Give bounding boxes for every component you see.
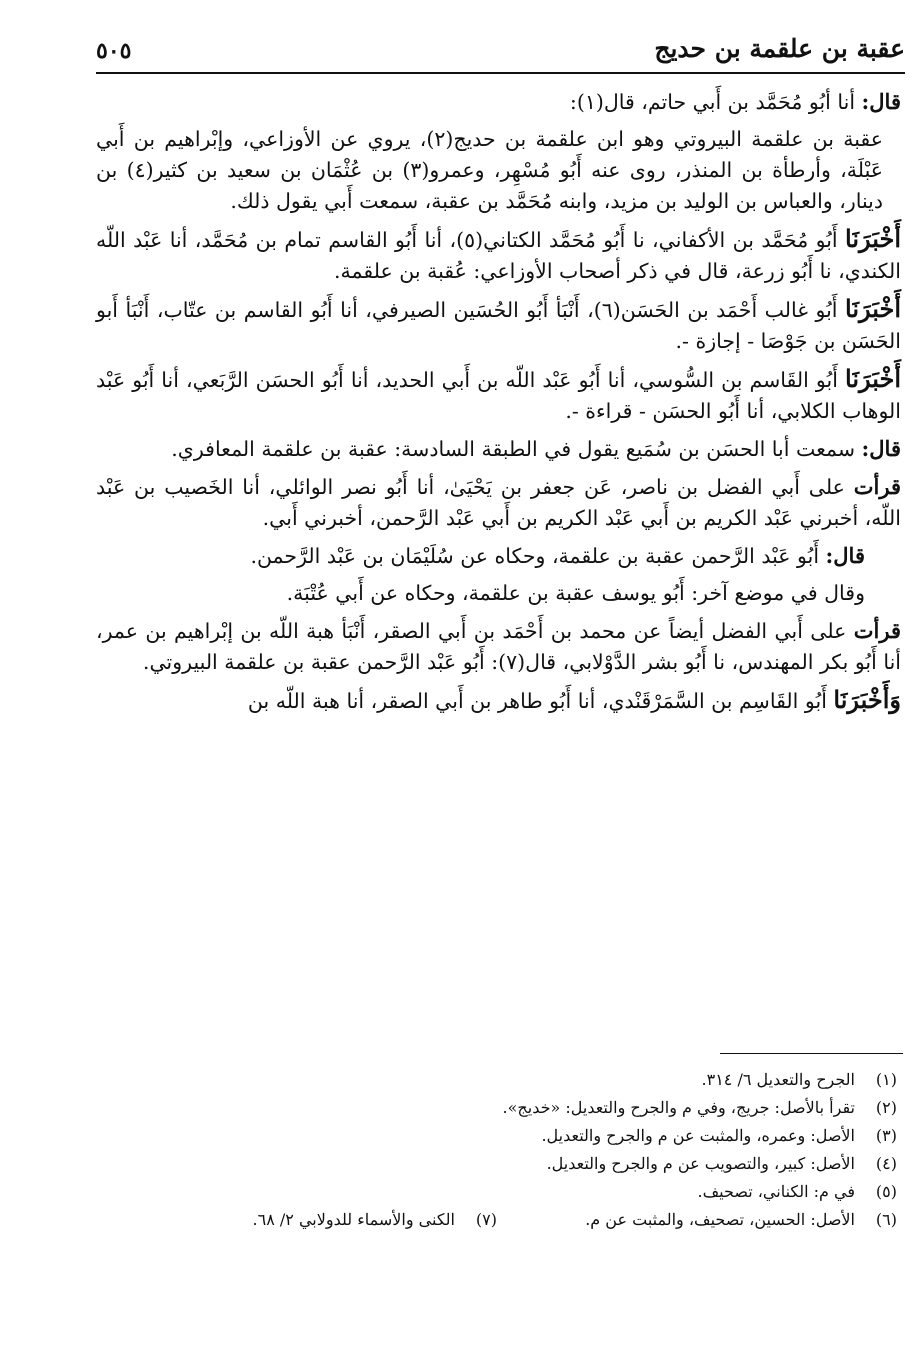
footnote-text: الأصل: وعمره، والمثبت عن م والجرح والتعديل. — [541, 1126, 855, 1145]
paragraph-lead: قال: — [825, 543, 865, 568]
paragraph-text: عقبة بن علقمة البيروتي وهو ابن علقمة بن حديج(٢)، يروي عن الأوزاعي، وإبْراهيم بن أَبي عَبْلَة، وأرطأة بن المنذر، روى عنه أَبُو مُسْهِر، وعمرو(٣) بن عُثْمَان بن سعيد بن كثير(٤) بن دينار، والعباس بن الوليد بن مزيد، وابنه مُحَمَّد بن عقبة، سمعت أَبي يقول ذلك. — [96, 127, 883, 213]
paragraph — [96, 684, 901, 717]
footnote-text: الجرح والتعديل ٦/ ٣١٤. — [701, 1070, 855, 1089]
footnote — [96, 1122, 897, 1150]
paragraph-lead: قرأت — [853, 618, 901, 643]
paragraph — [96, 540, 901, 572]
paragraph — [96, 124, 901, 217]
footnote-divider — [720, 1053, 903, 1054]
paragraph-lead: قرأت — [853, 474, 901, 499]
paragraph-text: أَبُو غالب أَحْمَد بن الحَسَن(٦)، أَنْبَأ أَبُو الحُسَين الصيرفي، أنا أَبُو القاسم بن عتّاب، أَنْبَأ أَبو الحَسَن بن جَوْصَا - إجازة -. — [96, 298, 901, 353]
paragraph-text: أَبُو القَاسِم بن السَّمَرْقَنْدي، أنا أَبُو طاهر بن أَبي الصقر، أنا هبة اللّه بن — [247, 689, 827, 713]
footnote-text: الكنى والأسماء للدولابي ٢/ ٦٨. — [252, 1210, 455, 1229]
paragraph-text: أَبُو عَبْد الرَّحمن عقبة بن علقمة، وحكاه عن سُلَيْمَان بن عَبْد الرَّحمن. — [250, 544, 820, 568]
paragraph — [96, 578, 901, 609]
paragraph-text: أَبُو القَاسم بن السُّوسي، أنا أَبُو عَبْد اللّه بن أَبي الحديد، أنا أَبُو الحسَن الرَّبَعي، أنا أَبُو عَبْد الوهاب الكلابي، أنا أَبُو الحسَن - قراءة -. — [96, 368, 901, 423]
paragraph-lead: أَخْبَرَنَا — [845, 364, 901, 393]
main-text — [96, 86, 901, 723]
footnote-text: الأصل: كبير، والتصويب عن م والجرح والتعديل. — [546, 1154, 855, 1173]
paragraph-lead: أَخْبَرَنَا — [845, 294, 901, 323]
paragraph-lead: قال: — [861, 436, 901, 461]
footnote-number: (٦) — [875, 1210, 897, 1229]
paragraph — [96, 433, 901, 465]
paragraph — [96, 86, 901, 118]
paragraph — [96, 363, 901, 427]
paragraph — [96, 223, 901, 287]
footnote — [497, 1206, 897, 1234]
paragraph-text: على أَبي الفضل بن ناصر، عَن جعفر بن يَحْيَىٰ، أنا أَبُو نصر الوائلي، أنا الخَصيب بن عَبْد اللّه، أخبرني عَبْد الكريم بن أَبي عَبْد الكريم بن أَبي عَبْد الرَّحمن، أخبرني أَبي. — [96, 475, 901, 530]
paragraph — [96, 615, 901, 678]
paragraph-lead: أَخْبَرَنَا — [845, 224, 901, 253]
header-title: عقبة بن علقمة بن حديج — [654, 34, 905, 63]
footnote-number: (٥) — [875, 1182, 897, 1201]
footnote — [253, 1206, 498, 1234]
footnote-row — [96, 1206, 897, 1234]
paragraph-text: وقال في موضع آخر: أَبُو يوسف عقبة بن علقمة، وحكاه عن أَبي عُتْبَة. — [286, 581, 865, 605]
paragraph-text: سمعت أبا الحسَن بن سُمَيع يقول في الطبقة السادسة: عقبة بن علقمة المعافري. — [171, 437, 856, 461]
paragraph-text: على أَبي الفضل أيضاً عن محمد بن أَحْمَد بن أَبي الصقر، أَنْبَأ هبة اللّه بن إبْراهيم بن عمر، أنا أَبُو بكر المهندس، نا أَبُو بشر الدَّوْلابي، قال(٧): أَبُو عَبْد الرَّحمن عقبة بن علقمة البيروتي. — [96, 619, 901, 674]
footnote-number: (٤) — [875, 1154, 897, 1173]
paragraph-lead: قال: — [861, 89, 901, 114]
paragraph — [96, 471, 901, 534]
footnote — [96, 1066, 897, 1094]
footnote-number: (٣) — [875, 1126, 897, 1145]
footnote-number: (٢) — [875, 1098, 897, 1117]
paragraph-lead: وَأَخْبَرَنَا — [833, 685, 901, 714]
page-number: ٥٠٥ — [96, 38, 132, 64]
paragraph-text: أنا أبُو مُحَمَّد بن أَبي حاتم، قال(١): — [569, 90, 856, 114]
footnote-number: (٧) — [475, 1210, 497, 1229]
footnotes — [96, 1066, 897, 1234]
paragraph-text: أَبُو مُحَمَّد بن الأكفاني، نا أَبُو مُحَمَّد الكتاني(٥)، أنا أَبُو القاسم تمام بن مُحَمَّد، أنا عَبْد اللّه الكندي، نا أَبُو زرعة، قال في ذكر أصحاب الأوزاعي: عُقبة بن علقمة. — [96, 228, 901, 283]
footnote-text: تقرأ بالأصل: جريج، وفي م والجرح والتعديل: «خديج». — [502, 1098, 855, 1117]
footnote — [96, 1094, 897, 1122]
paragraph — [96, 293, 901, 357]
footnote — [96, 1150, 897, 1178]
header-divider — [96, 72, 905, 74]
footnote — [96, 1178, 897, 1206]
footnote-number: (١) — [875, 1070, 897, 1089]
footnote-text: الأصل: الحسين، تصحيف، والمثبت عن م. — [585, 1210, 855, 1229]
footnote-text: في م: الكناني، تصحيف. — [697, 1182, 855, 1201]
running-header — [96, 30, 905, 70]
